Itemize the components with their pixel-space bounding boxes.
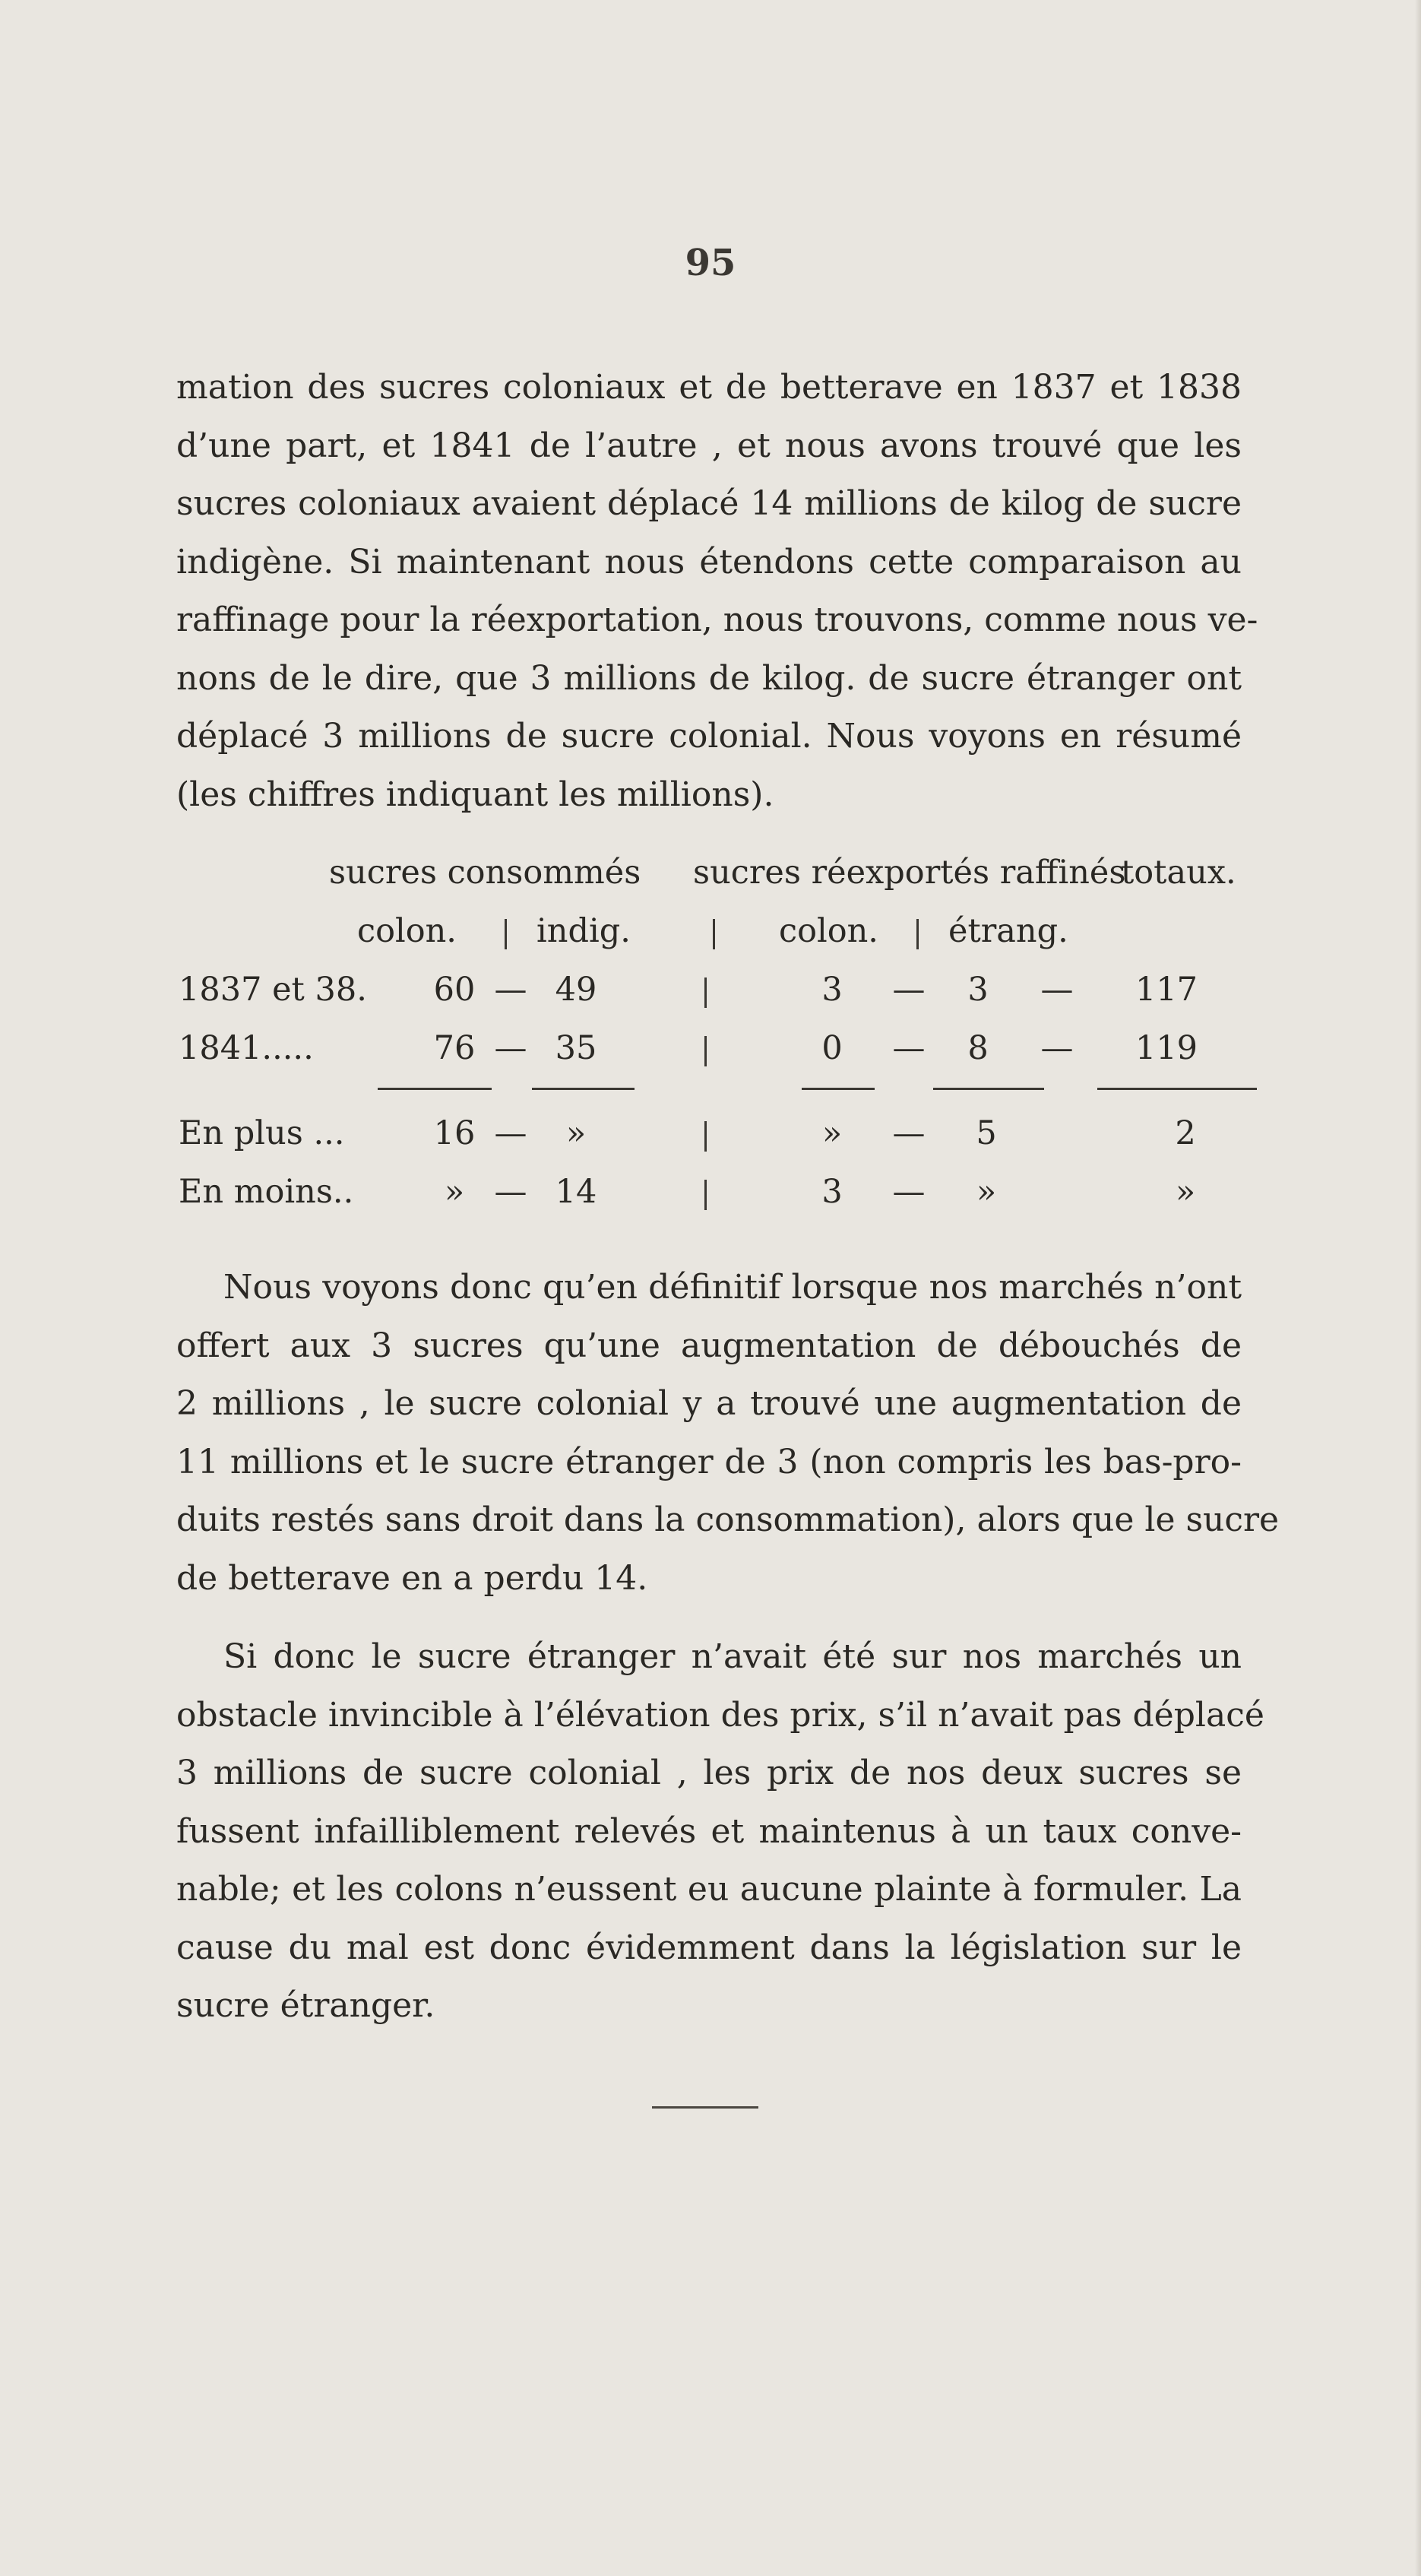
cell-colon-reexport: 0 [821,1029,843,1067]
paragraph-intro [176,359,1258,824]
dash: — [1040,1029,1074,1067]
dash: — [1040,971,1074,1009]
row-label: 1841..... [179,1029,314,1067]
text-line: sucres coloniaux avaient déplacé 14 millions de kilog de sucre [176,484,1242,523]
paragraph-conclusion [176,1259,1280,1608]
column-separator [704,977,707,1008]
row-label-en-moins: En moins.. [179,1173,354,1211]
paragraph-cause [176,1628,1264,2036]
cell-total: » [1175,1173,1196,1211]
text-line: fussent infailliblement relevés et maintenus à un taux conve- [176,1811,1242,1851]
cell-total: 119 [1135,1029,1198,1067]
cell-indig: 49 [555,971,597,1009]
dash: — [494,1114,527,1152]
cell-indig: 14 [555,1173,597,1211]
cell-etrang: » [976,1173,997,1211]
page-edge-shadow [1415,0,1421,2576]
sum-rule [933,1088,1044,1090]
text-line: offert aux 3 sucres qu’une augmentation de débouchés de [176,1326,1242,1365]
column-separator [704,1121,707,1152]
text-line: 11 millions et le sucre étranger de 3 (non compris les bas-pro- [176,1442,1242,1481]
text-line: Si donc le sucre étranger n’avait été sur nos marchés un [223,1637,1242,1676]
header-totaux: totaux. [1121,854,1236,892]
dash: — [892,1029,926,1067]
cell-total: 2 [1175,1114,1196,1152]
text-line: sucre étranger. [176,1986,435,2025]
cell-etrang: 3 [967,971,989,1009]
text-line: déplacé 3 millions de sucre colonial. Nous voyons en résumé [176,717,1242,756]
text-line: duits restés sans droit dans la consommation), alors que le sucre [176,1500,1280,1539]
dash: — [494,1173,527,1211]
dash: — [892,1173,926,1211]
cell-colon: 16 [433,1114,476,1152]
text-line: indigène. Si maintenant nous étendons cette comparaison au [176,542,1242,581]
text-line: obstacle invincible à l’élévation des prix, s’il n’avait pas déplacé [176,1695,1264,1735]
subheader-etrang: étrang. [948,912,1068,950]
cell-colon: 60 [433,971,476,1009]
cell-total: 117 [1135,971,1198,1009]
header-sucres-consommes: sucres consommés [329,854,641,892]
text-line: de betterave en a perdu 14. [176,1558,648,1598]
text-line: d’une part, et 1841 de l’autre , et nous avons trouvé que les [176,426,1242,465]
column-separator [916,919,919,949]
subheader-colon-reexport: colon. [779,912,878,950]
dash: — [892,971,926,1009]
dash: — [494,1029,527,1067]
text-line: 2 millions , le sucre colonial y a trouvé une augmentation de [176,1384,1242,1423]
sum-rule [378,1088,492,1090]
cell-colon-reexport: » [821,1114,843,1152]
column-separator [505,919,507,949]
cell-indig: 35 [555,1029,597,1067]
row-label: 1837 et 38. [179,971,367,1009]
dash: — [892,1114,926,1152]
text-line: nable; et les colons n’eussent eu aucune plainte à formuler. La [176,1870,1242,1909]
text-line: raffinage pour la réexportation, nous trouvons, comme nous ve- [176,600,1258,639]
text-line: Nous voyons donc qu’en définitif lorsque nos marchés n’ont [223,1268,1242,1307]
end-rule [652,2106,758,2109]
column-separator [704,1036,707,1066]
text-line: cause du mal est donc évidemment dans la législation sur le [176,1928,1242,1967]
column-separator [713,919,715,949]
text-line: nons de le dire, que 3 millions de kilog. de sucre étranger ont [176,658,1242,698]
sum-rule [532,1088,635,1090]
text-line: 3 millions de sucre colonial , les prix de nos deux sucres se [176,1754,1242,1792]
cell-etrang: 5 [976,1114,997,1152]
row-label-en-plus: En plus ... [179,1114,345,1152]
cell-etrang: 8 [967,1029,989,1067]
page-number: 95 [685,242,736,284]
dash: — [494,971,527,1009]
subheader-colon: colon. [357,912,457,950]
cell-colon-reexport: 3 [821,1173,843,1211]
header-sucres-reexportes: sucres réexportés raffinés [693,854,1126,892]
subheader-indig: indig. [536,912,631,950]
cell-colon: 76 [433,1029,476,1067]
cell-colon-reexport: 3 [821,971,843,1009]
column-separator [704,1180,707,1210]
text-line: mation des sucres coloniaux et de betterave en 1837 et 1838 [176,368,1242,407]
sum-rule [802,1088,875,1090]
text-line: (les chiffres indiquant les millions). [176,775,774,814]
cell-colon: » [444,1173,465,1211]
cell-indig: » [565,1114,587,1152]
sum-rule [1097,1088,1257,1090]
